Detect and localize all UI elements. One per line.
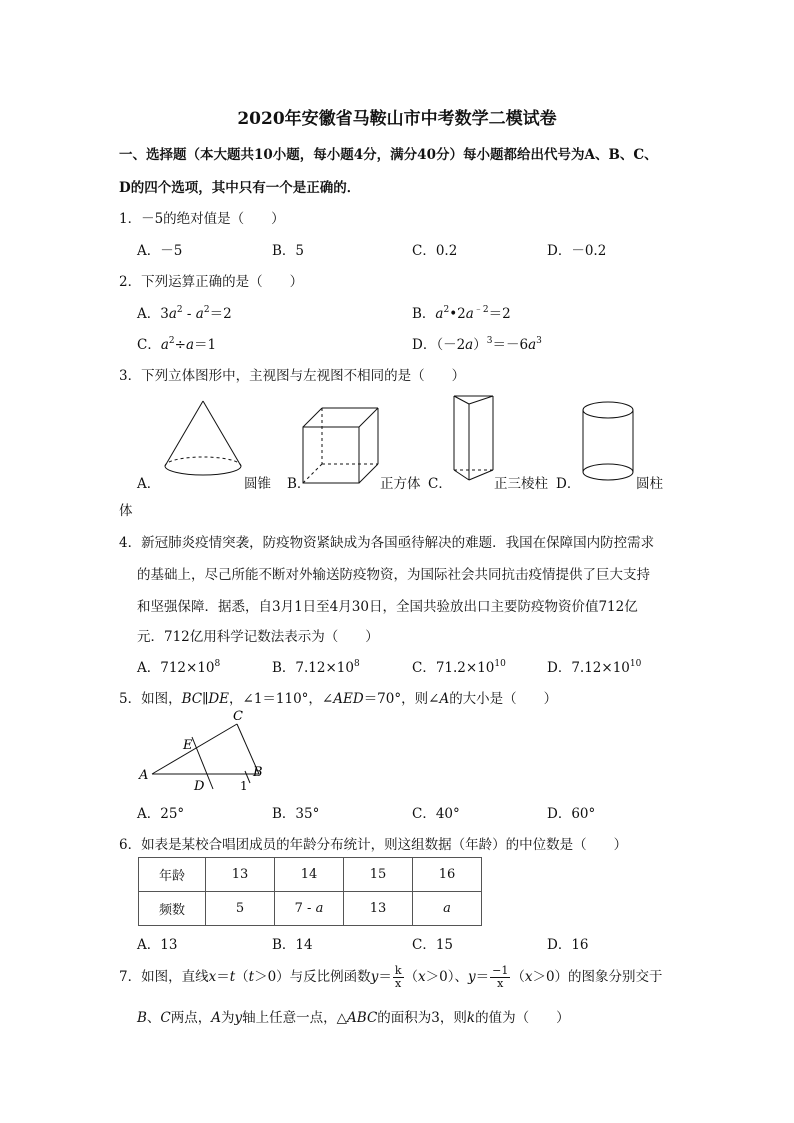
q3-label-c: C．	[428, 476, 452, 492]
q5-option-d: D．60°	[547, 806, 596, 822]
q4-line4: 元．712亿用科学记数法表示为（ ）	[137, 629, 379, 645]
q5-option-a: A．25°	[137, 806, 185, 822]
q5-option-c: C．40°	[412, 806, 460, 822]
q3-wrap-char: 体	[119, 503, 133, 519]
q3-label-b: B．	[287, 476, 311, 492]
q4-option-c: C．$71.2\times 10^{10}$	[412, 659, 506, 676]
label-angle-1: 1	[240, 779, 248, 793]
table-row	[139, 892, 482, 926]
table-cell: 7 - a	[275, 892, 344, 926]
q1-option-b: B．5	[272, 243, 305, 259]
table-cell: a	[413, 892, 482, 926]
label-E: E	[183, 738, 193, 753]
q1-stem: 1．－5的绝对值是（ ）	[119, 211, 285, 227]
label-D: D	[194, 779, 205, 794]
fraction-neg1-over-x: $\frac{-1}{x}$	[492, 964, 509, 990]
page-title: 2020年安徽省马鞍山市中考数学二模试卷	[237, 109, 557, 129]
q2-option-d: D．$(-2a)^3=-6a^3$	[412, 336, 542, 353]
q5-stem: 5．如图，BC∥DE，∠1＝110°，∠AED＝70°，则∠A的大小是（ ）	[119, 691, 558, 707]
q3-label-d: D．	[556, 476, 581, 492]
label-B: B	[253, 765, 263, 780]
q4-line2: 的基础上，尽己所能不断对外输送防疫物资，为国际社会共同抗击疫情提供了巨大支持	[137, 567, 650, 583]
table-cell: 16	[413, 858, 482, 892]
q5-option-b: B．35°	[272, 806, 320, 822]
prism-figure	[451, 392, 495, 484]
table-cell: 5	[206, 892, 275, 926]
q2-stem: 2．下列运算正确的是（ ）	[119, 274, 304, 290]
q4-line3: 和坚强保障．据悉，自3月1日至4月30日，全国共验放出口主要防疫物资价值712亿	[137, 599, 638, 615]
section-heading-line1: 一、选择题（本大题共10小题，每小题4分，满分40分）每小题都给出代号为A、B、C、	[119, 147, 658, 163]
q6-option-b: B．14	[272, 937, 313, 953]
q4-option-b: B．$7.12\times 10^8$	[272, 659, 360, 676]
label-A: A	[139, 768, 149, 783]
fraction-k-over-x: $\frac{k}{x}$	[394, 964, 402, 990]
q4-option-a: A．$712\times 10^8$	[137, 659, 221, 676]
q3-label-a: A．	[137, 476, 161, 492]
q4-line1: 4．新冠肺炎疫情突袭，防疫物资紧缺成为各国亟待解决的难题．我国在保障国内防控需求	[119, 535, 655, 551]
cylinder-figure	[581, 400, 635, 484]
age-distribution-table	[138, 857, 482, 926]
q3-name-cylinder: 圆柱	[636, 476, 663, 492]
q3-name-cube: 正方体	[380, 476, 421, 492]
table-cell: 15	[344, 858, 413, 892]
q6-option-a: A．13	[137, 937, 178, 953]
q3-name-prism: 正三棱柱	[494, 476, 548, 492]
section-heading-line2: D的四个选项，其中只有一个是正确的．	[119, 180, 361, 196]
label-C: C	[233, 709, 243, 724]
table-cell: 14	[275, 858, 344, 892]
q6-option-d: D．16	[547, 937, 589, 953]
q1-option-a: A．－5	[137, 243, 183, 259]
q7-line1: 7．如图，直线x＝t（t＞0）与反比例函数y＝ $\frac{k}{x}$ （x＞0）、y＝ $\frac{-1}{x}$ （x＞0）的图象分别交于	[119, 964, 663, 990]
q7-line2: B、C两点，A为y轴上任意一点，△ABC的面积为3，则k的值为（ ）	[137, 1010, 570, 1026]
table-row	[139, 858, 482, 892]
table-cell: 13	[344, 892, 413, 926]
table-cell: 13	[206, 858, 275, 892]
q3-stem: 3．下列立体图形中，主视图与左视图不相同的是（ ）	[119, 368, 466, 384]
q3-name-cone: 圆锥	[244, 476, 271, 492]
q1-option-d: D．－0.2	[547, 243, 607, 259]
cube-figure	[300, 405, 380, 485]
q1-option-c: C．0.2	[412, 243, 458, 259]
q4-option-d: D．$7.12\times 10^{10}$	[547, 659, 642, 676]
q6-option-c: C．15	[412, 937, 454, 953]
table-header-age: 年龄	[139, 858, 206, 892]
cone-figure	[160, 398, 246, 484]
q2-option-c: C．$a^2\div a=1$	[137, 336, 217, 353]
q6-stem: 6．如表是某校合唱团成员的年龄分布统计，则这组数据（年龄）的中位数是（ ）	[119, 837, 628, 853]
table-header-frequency: 频数	[139, 892, 206, 926]
q2-option-b: B．$a^2•2a^{﹣2}=2$	[412, 305, 511, 322]
q5-geometry-figure	[136, 705, 276, 795]
q2-option-a: A．$3a^2 - a^2=2$	[137, 305, 232, 322]
